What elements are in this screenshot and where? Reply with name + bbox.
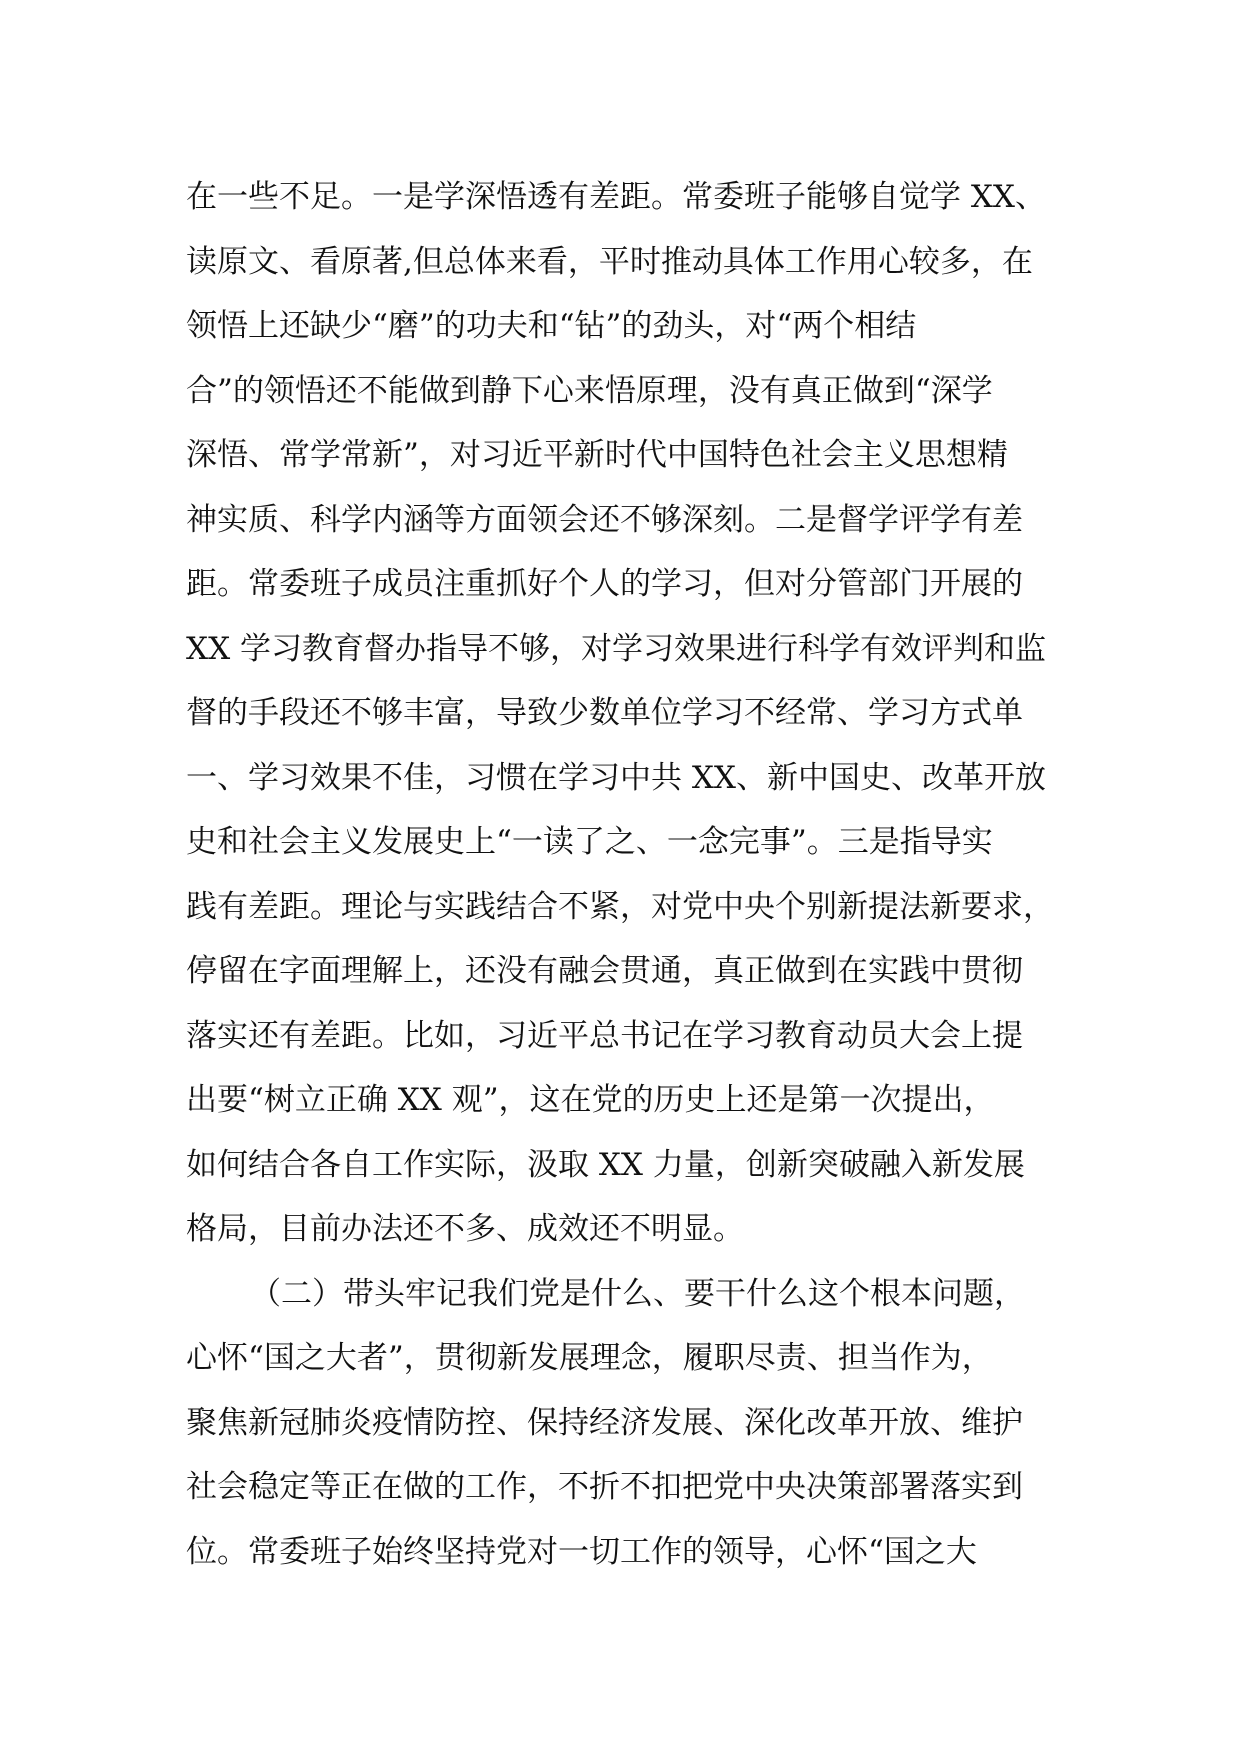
text-line: 落实还有差距。比如，习近平总书记在学习教育动员大会上提: [186, 1017, 1023, 1054]
text-line: 合”的领悟还不能做到静下心来悟原理，没有真正做到“深学: [186, 372, 993, 409]
text-line: 践有差距。理论与实践结合不紧，对党中央个别新提法新要求，: [186, 888, 1054, 925]
text-line: 读原文、看原著,但总体来看，平时推动具体工作用心较多，在: [186, 243, 1033, 280]
text-line: XX 学习教育督办指导不够，对学习效果进行科学有效评判和监: [186, 630, 1046, 667]
text-line: 距。常委班子成员注重抓好个人的学习，但对分管部门开展的: [186, 566, 1023, 602]
text-line: 社会稳定等正在做的工作，不折不扣把党中央决策部署落实到: [186, 1469, 1023, 1505]
text-line: 深悟、常学常新”，对习近平新时代中国特色社会主义思想精: [186, 437, 1008, 473]
section-heading-line: （二）带头牢记我们党是什么、要干什么这个根本问题，: [250, 1275, 1025, 1312]
text-line: 聚焦新冠肺炎疫情防控、保持经济发展、深化改革开放、维护: [186, 1404, 1023, 1441]
text-line: 格局，目前办法还不多、成效还不明显。: [186, 1211, 744, 1247]
text-line: 位。常委班子始终坚持党对一切工作的领导，心怀“国之大: [186, 1533, 977, 1570]
text-line: 如何结合各自工作实际，汲取 XX 力量，创新突破融入新发展: [186, 1146, 1025, 1183]
text-line: 史和社会主义发展史上“一读了之、一念完事”。三是指导实: [186, 824, 993, 860]
text-line: 出要“树立正确 XX 观”，这在党的历史上还是第一次提出，: [186, 1082, 995, 1118]
text-line: 神实质、科学内涵等方面领会还不够深刻。二是督学评学有差: [186, 501, 1023, 538]
body-text: [186, 165, 1086, 1584]
text-line: 一、学习效果不佳，习惯在学习中共 XX、新中国史、改革开放: [186, 759, 1046, 796]
text-line: 停留在字面理解上，还没有融会贯通，真正做到在实践中贯彻: [186, 953, 1023, 989]
text-line: 心怀“国之大者”，贯彻新发展理念，履职尽责、担当作为，: [186, 1340, 993, 1376]
text-line: 在一些不足。一是学深悟透有差距。常委班子能够自觉学 XX、: [186, 179, 1046, 215]
text-line: 领悟上还缺少“磨”的功夫和“钻”的劲头，对“两个相结: [186, 308, 917, 344]
text-line: 督的手段还不够丰富，导致少数单位学习不经常、学习方式单: [186, 695, 1023, 731]
